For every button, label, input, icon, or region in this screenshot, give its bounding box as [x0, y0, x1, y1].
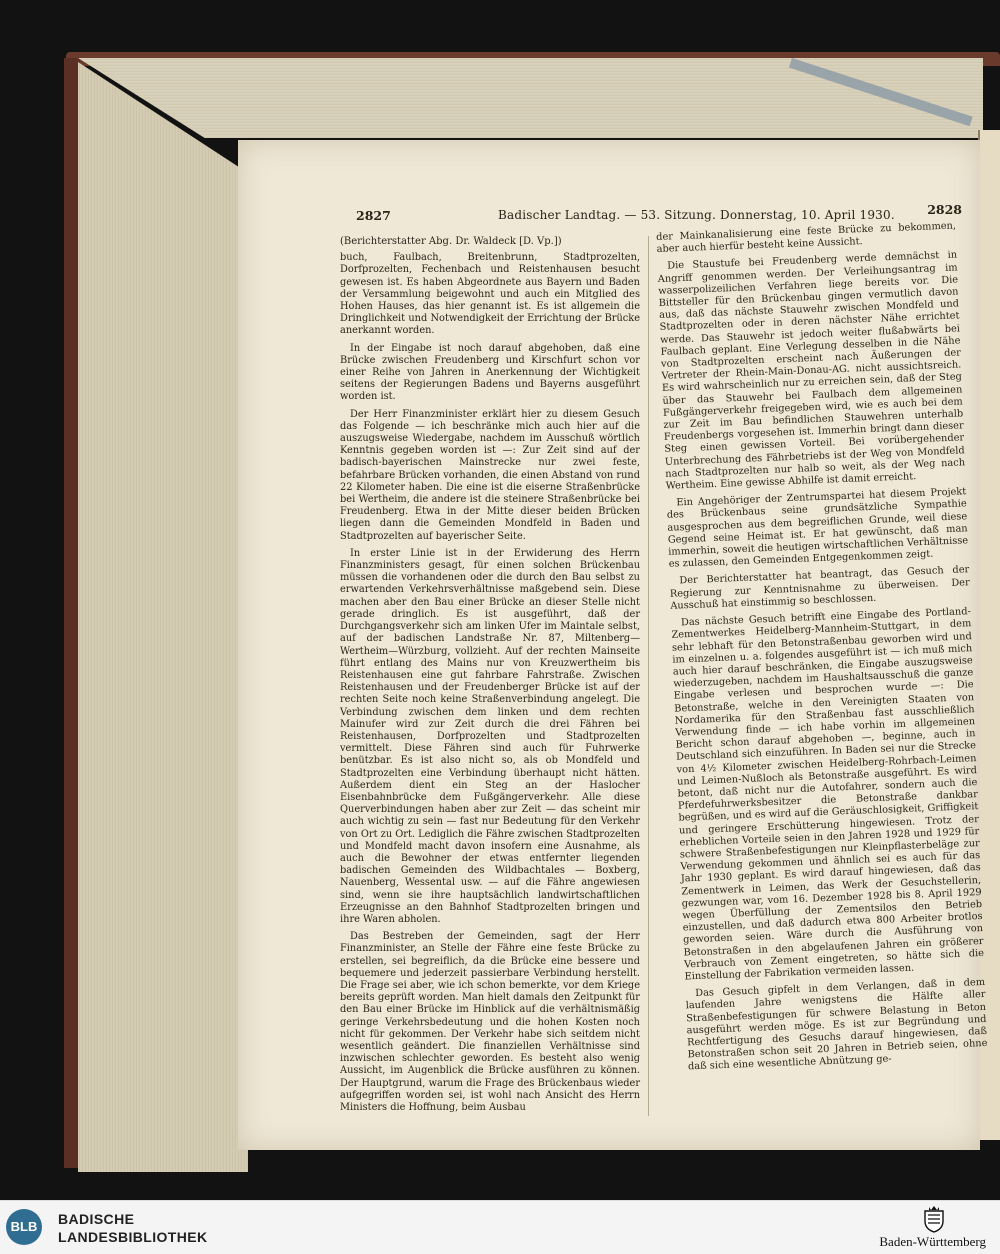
blb-logo[interactable]: BLB [6, 1209, 42, 1245]
paragraph: Der Herr Finanzminister erklärt hier zu diesem Gesuch das Folgende — ich beschränke mich auch hier auf die auszugsweise Wiedergabe, nachdem im Ausschuß wörtlich Kenntnis gegeben worden ist —: Zur Zeit sind auf der badisch-bayerischen Mainstrecke nur zwei feste, befahrbare Brücken vorhanden, die einen Abstand von rund 22 Kilometer haben. Die eine ist die eiserne Straßenbrücke bei Wertheim, die andere ist die steinere Straßenbrücke bei Freudenberg. Etwa in der Mitte dieser beiden Brücken liegen dann die Gemeinden Mondfeld in Baden und Stadtprozelten auf bayerischer Seite. [340, 408, 640, 542]
page-block-top-edge [78, 58, 983, 138]
paragraph: Das Bestreben der Gemeinden, sagt der Herr Finanzminister, an Stelle der Fähre eine feste Brücke zu erstellen, sei begreiflich, da die Brücke eine bessere und bequemere und jederzeit passierbare Verbindung herstellt. Die Frage sei aber, wie ich schon bemerkte, vor dem Kriege bereits geprüft worden. Man hielt damals den Zeitpunkt für den Bau einer Brücke im Hinblick auf die verhältnismäßig geringe Verkehrsbedeutung und die hohen Kosten noch nicht für gekommen. Der Verkehr habe sich seitdem nicht wesentlich geändert. Die finanziellen Verhältnisse sind inzwischen schlechter geworden. Es besteht also wenig Aussicht, im Augenblick die Brücke ausführen zu können. Der Hauptgrund, warum die Frage des Brückenbaus wieder aufgegriffen worden sei, ist wohl nach Ansicht des Herrn Ministers die Hoffnung, beim Ausbau [340, 931, 640, 1114]
coat-of-arms-icon [921, 1205, 947, 1233]
book-page [238, 140, 988, 1150]
paragraph: Die Staustufe bei Freudenberg werde demnächst in Angriff genommen werden. Der Verleihungsantrag im wasserpolizeilichen Verfahren liege bereits vor. Die Bittsteller für den Brückenbau gingen vermutlich davon aus, daß das nächste Stauwehr zwischen Mondfeld und Stadtprozelten oder in deren nächster Nähe errichtet werde. Das Stauwehr ist jedoch weiter flußabwärts bei Faulbach geplant. Eine Verlegung desselben in die Nähe von Stadtprozelten erscheint nach Äußerungen der Vertreter der Rhein-Main-Donau-AG. nicht aussichtsreich. Es wird wahrscheinlich nur zu erreichen sein, daß der Steg über das Stauwehr bei Faulbach dem allgemeinen Fußgängerverkehr freigegeben wird, wie es auch bei dem zur Zeit im Bau befindlichen Stauwehren unterhalb Freudenbergs vorgesehen ist. Immerhin bringt dann dieser Steg einen gewissen Vorteil. Bei vorübergehender Unterbrechung des Fährbetriebs ist der Weg von Mondfeld nach Stadtprozelten nur halb so weit, als der Weg nach Wertheim. Eine gewisse Abhilfe ist damit erreicht. [657, 249, 966, 492]
right-page-number: 2828 [927, 202, 962, 217]
left-column [340, 236, 640, 1119]
running-title: Badischer Landtag. — 53. Sitzung. Donnerstag, 10. April 1930. [498, 208, 895, 222]
paragraph: Das Gesuch gipfelt in dem Verlangen, daß in dem laufenden Jahre wenigstens die Hälfte aller Straßenbefestigungen für schwere Belastung in Beton ausgeführt werden möge. Es ist zur Begründung und Rechtfertigung des Gesuchs darauf hingewiesen, daß Betonstraßen schon seit 20 Jahren in Betrieb seien, ohne daß sich eine wesentliche Abnützung ge- [685, 977, 988, 1073]
book-spine-edge [64, 58, 80, 1168]
column-divider [648, 236, 649, 1116]
left-page-number: 2827 [356, 208, 391, 223]
library-name-line1: BADISCHE [58, 1211, 135, 1227]
right-column [656, 220, 988, 1079]
speaker-line: (Berichterstatter Abg. Dr. Waldeck [D. Vp.]) [340, 236, 562, 247]
paragraph: Der Berichterstatter hat beantragt, das Gesuch der Regierung zur Kenntnisnahme zu überweisen. Der Ausschuß hat einstimmig so beschlossen. [669, 564, 970, 612]
paragraph: der Mainkanalisierung eine feste Brücke zu bekommen, aber auch hierfür besteht keine Aussicht. [656, 220, 957, 256]
paragraph: buch, Faulbach, Breitenbrunn, Stadtprozelten, Dorfprozelten, Fechenbach und Reistenhausen besucht gewesen ist. Es haben Abgeordnete aus Bayern und Baden der Versammlung beigewohnt und auch ein Mitglied des Hohen Hauses, das hier genannt ist. Es ist allgemein die Dringlichkeit und Notwendigkeit der Errichtung der Brücke anerkannt worden. [340, 252, 640, 337]
library-name-line2: LANDESBIBLIOTHEK [58, 1229, 208, 1245]
paragraph: In erster Linie ist in der Erwiderung des Herrn Finanzministers gesagt, für einen solchen Brückenbau müssen die vorhandenen oder die durch den Bau selbst zu erwartenden Verkehrsverhältnisse maßgebend sein. Diese machen aber den Bau einer Brücke an dieser Stelle nicht gerade dringlich. Es ist ausgeführt, daß der Durchgangsverkehr sich am linken Ufer im Maintale selbst, auf der badischen Landstraße Nr. 87, Miltenberg—Wertheim—Würzburg, vollzieht. Auf der rechten Mainseite führt entlang des Mains nur von Kreuzwertheim bis Reistenhausen eine gut fahrbare Fahrstraße. Zwischen Reistenhausen und der Freudenberger Brücke ist auf der rechten Seite noch keine Straßenverbindung angelegt. Die Verbindung zwischen dem linken und dem rechten Mainufer wird zur Zeit durch die drei Fähren bei Reistenhausen, Dorfprozelten und Stadtprozelten vermittelt. Diese Fähren sind auch für Fuhrwerke benützbar. Es ist also nicht so, als ob Mondfeld und Stadtprozelten eine Verbindung überhaupt nicht hätten. Außerdem dient ein Steg an der Haslocher Eisenbahnbrücke dem Fußgängerverkehr. Alle diese Querverbindungen haben aber zur Zeit — das scheint mir auch wichtig zu sein — fast nur Bedeutung für den Verkehr von Ort zu Ort. Lediglich die Fähre zwischen Stadtprozelten und Mondfeld macht davon insofern eine Ausnahme, als auch die Bewohner der etwas entfernter liegenden badischen Gemeinden des Wildbachtales — Boxberg, Nauenberg, Wessental usw. — auf die Fähre angewiesen sind, wenn sie ihre hauptsächlich landwirtschaftlichen Erzeugnisse an den Bahnhof Stadtprozelten bringen und ihre Waren abholen. [340, 547, 640, 925]
paragraph: Ein Angehöriger der Zentrumspartei hat diesem Projekt des Brückenbaus seine grundsätzliche Sympathie ausgesprochen aus dem begreiflichen Grunde, weil diese Gegend seine Heimat ist. Er hat gewünscht, daß man immerhin, soweit die heutigen wirtschaftlichen Verhältnisse es zulassen, den Gemeinden Entgegenkommen zeigt. [666, 486, 969, 571]
footer-bar [0, 1200, 1000, 1254]
paragraph: In der Eingabe ist noch darauf abgehoben, daß eine Brücke zwischen Freudenberg und Kirschfurt schon vor einer Reihe von Jahren in Anerkennung der Wichtigkeit seitens der Regierungen Badens und Bayerns ausgeführt worden ist. [340, 342, 640, 403]
library-name[interactable] [58, 1210, 208, 1246]
paragraph: Das nächste Gesuch betrifft eine Eingabe des Portland-Zementwerkes Heidelberg-Mannheim-Stuttgart, in dem sehr lebhaft für den Betonstraßenbau geworben wird und im einzelnen u. a. folgendes ausgeführt ist — ich muß mich auch hier darauf beschränken, die Eingabe auszugsweise wiederzugeben, nachdem im Haushaltsausschuß die ganze Eingabe verlesen und besprochen wurde —: Die Betonstraße, welche in den Vereinigten Staaten von Nordamerika für den Straßenbau fast ausschließlich Verwendung finde — ich habe vorhin im allgemeinen Bericht schon darauf abgehoben —, beginne, auch in Deutschland sich einzuführen. In Baden sei nur die Strecke von 4½ Kilometer zwischen Heidelberg-Rohrbach-Leimen und Leimen-Nußloch als Betonstraße ausgeführt. Es wird betont, daß nicht nur die Autofahrer, sondern auch die Pferdefuhrwerksbesitzer die Betonstraße dankbar begrüßen, und es wird auf die Geräuschlosigkeit, Griffigkeit und geringere Erschütterung hingewiesen. Trotz der erheblichen Vorteile seien in den Jahren 1928 und 1929 für schwere Straßenbefestigungen nur Kleinpflasterbeläge zur Verwendung gekommen und ähnlich sei es auch für das Jahr 1930 geplant. Es wird darauf hingewiesen, daß das Zementwerk in Leimen, das Werk der Gesuchstellerin, gezwungen war, vom 16. Dezember 1928 bis 8. April 1929 wegen Überfüllung der Zementsilos den Betrieb einzustellen, und daß dadurch etwa 800 Arbeiter brotlos geworden seien. Wäre durch die Ausführung von Betonstraßen in den abgelaufenen Jahren ein größerer Verbrauch von Zement eingetreten, so hätte sich die Einstellung der Fabrikation vermeiden lassen. [671, 606, 985, 983]
page-block-left-edge [78, 62, 248, 1172]
state-name: Baden-Württemberg [879, 1234, 986, 1249]
